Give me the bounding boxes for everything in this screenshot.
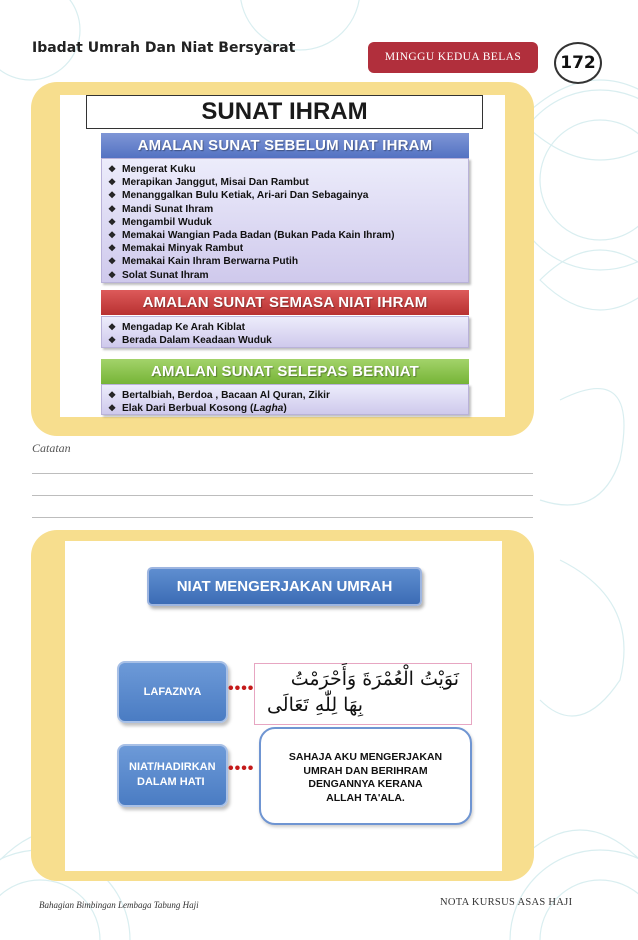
list-during-niat: [101, 316, 469, 348]
page-number: 172: [554, 42, 602, 84]
niat-meaning-box: [259, 727, 472, 825]
niat-hati-line: DALAM HATI: [137, 776, 205, 788]
arabic-niat-box: [254, 663, 472, 725]
list-item: ❖ Mengadap Ke Arah Kiblat: [108, 322, 246, 333]
niat-hati-box: [117, 744, 228, 807]
dotted-connector: ••••: [228, 760, 255, 777]
section-heading-during: AMALAN SUNAT SEMASA NIAT IHRAM: [101, 290, 469, 315]
diamond-bullet-icon: ❖: [108, 177, 117, 188]
diamond-bullet-icon: ❖: [108, 403, 117, 414]
arabic-line: بِهَا لِلّٰهِ تَعَالَى: [266, 694, 363, 716]
meaning-line: UMRAH DAN BERIHRAM: [303, 764, 428, 777]
diamond-bullet-icon: ❖: [108, 322, 117, 332]
diamond-bullet-icon: ❖: [108, 269, 117, 280]
section-title: Ibadat Umrah Dan Niat Bersyarat: [32, 40, 296, 56]
footer-course-title: NOTA KURSUS ASAS HAJI: [440, 897, 573, 908]
diamond-bullet-icon: ❖: [108, 243, 117, 254]
diamond-bullet-icon: ❖: [108, 203, 117, 214]
week-badge: MINGGU KEDUA BELAS: [368, 42, 538, 73]
list-item: ❖ Bertalbiah, Berdoa , Bacaan Al Quran, Zikir: [108, 390, 330, 401]
arabic-line: نَوَيْتُ الْعُمْرَةَ وَأَحْرَمْتُ: [290, 668, 459, 690]
list-item: ❖ Memakai Wangian Pada Badan (Bukan Pada Kain Ihram): [108, 230, 395, 242]
list-item: ❖ Menanggalkan Bulu Ketiak, Ari-ari Dan Sebagainya: [108, 190, 369, 202]
list-item: ❖ Merapikan Janggut, Misai Dan Rambut: [108, 177, 309, 189]
list-item: ❖ Memakai Kain Ihram Berwarna Putih: [108, 256, 299, 268]
list-item: ❖ Memakai Minyak Rambut: [108, 243, 244, 255]
note-line: [32, 517, 533, 518]
diamond-bullet-icon: ❖: [108, 164, 117, 174]
sunat-ihram-title: SUNAT IHRAM: [86, 95, 483, 129]
diamond-bullet-icon: ❖: [108, 335, 117, 346]
lafaz-box: LAFAZNYA: [117, 661, 228, 723]
section-heading-after: AMALAN SUNAT SELEPAS BERNIAT: [101, 359, 469, 384]
niat-hati-line: NIAT/HADIRKAN: [129, 761, 216, 773]
list-after-niat: [101, 384, 469, 415]
footer-publisher: Bahagian Bimbingan Lembaga Tabung Haji: [39, 900, 199, 910]
notes-label: Catatan: [32, 441, 71, 455]
diamond-bullet-icon: ❖: [108, 216, 117, 227]
list-item: ❖ Mengambil Wuduk: [108, 216, 212, 228]
note-line: [32, 473, 533, 474]
list-item: ❖ Mandi Sunat Ihram: [108, 203, 214, 215]
list-item: ❖ Berada Dalam Keadaan Wuduk: [108, 335, 272, 347]
list-item: ❖ Elak Dari Berbual Kosong (Lagha): [108, 403, 287, 415]
niat-title: NIAT MENGERJAKAN UMRAH: [147, 567, 422, 606]
meaning-line: ALLAH TA'ALA.: [326, 791, 405, 804]
list-item: ❖ Mengerat Kuku: [108, 164, 196, 175]
meaning-line: SAHAJA AKU MENGERJAKAN: [288, 751, 443, 763]
list-item: ❖ Solat Sunat Ihram: [108, 269, 209, 281]
dotted-connector: ••••: [228, 680, 255, 697]
diamond-bullet-icon: ❖: [108, 190, 117, 201]
note-line: [32, 495, 533, 496]
diamond-bullet-icon: ❖: [108, 256, 117, 267]
diamond-bullet-icon: ❖: [108, 390, 117, 400]
section-heading-before: AMALAN SUNAT SEBELUM NIAT IHRAM: [101, 133, 469, 158]
meaning-line: DENGANNYA KERANA: [308, 778, 423, 790]
list-before-niat: [101, 158, 469, 283]
diamond-bullet-icon: ❖: [108, 230, 117, 241]
